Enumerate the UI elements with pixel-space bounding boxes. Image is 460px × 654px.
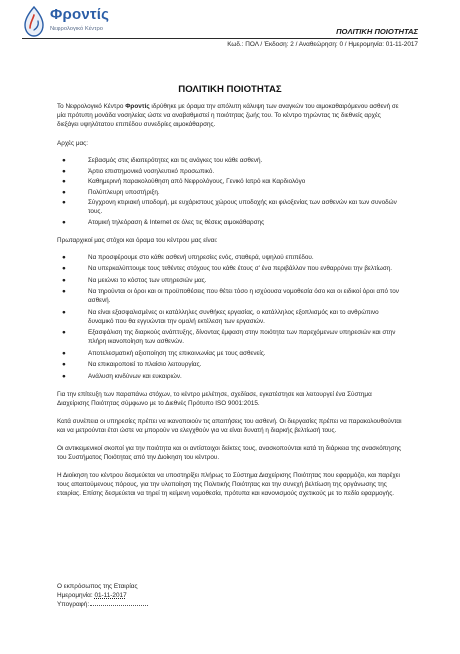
requirements-paragraph: Κατά συνέπεια οι υπηρεσίες πρέπει να ικανοποιούν τις απαιτήσεις του ασθενή. Οι διεργασίες πρέπει να παρακολουθούνται και να μετρούνται έτσι ώστε να μπορούν να ελεγχθούν για να είναι δυνατή η διαρκής βελτίωσή τους. xyxy=(57,417,402,434)
bullet-icon: ● xyxy=(62,178,66,185)
principles-heading: Αρχές μας: xyxy=(57,140,88,147)
list-item: ● Να τηρούνται οι όροι και οι προϋποθέσεις που θέτει τόσο η ισχύουσα νομοθεσία όσο και οι ειδικοί όροι από τον ασθενή. xyxy=(62,288,399,304)
list-item: ● Να μειώνει το κόστος των υπηρεσιών μας. xyxy=(62,276,207,284)
bullet-icon: ● xyxy=(62,288,66,295)
logo-subtitle: Νεφρολογικό Κέντρο xyxy=(50,26,103,32)
commitment-paragraph: Η Διοίκηση του κέντρου δεσμεύεται να υποστηρίξει πλήρως το Σύστημα Διαχείρισης Ποιότητας που εφαρμόζει, και παρέχει τους απαιτούμενους πόρους, για την υλοποίηση της Πολιτικής Ποιότητας και την συνεχή βελτίωση της οργάνωσης της εταιρίας. Επίσης δεσμεύεται να τηρεί τη κείμενη νομοθεσία, πρότυπα και κανονισμούς σχετικούς με το πεδίο εφαρμογής. xyxy=(57,471,400,497)
list-item: ● Να προσφέρουμε στο κάθε ασθενή υπηρεσίες ενός, σταθερά, υψηλού επιπέδου. xyxy=(62,253,314,261)
bullet-icon: ● xyxy=(62,308,66,316)
list-item: ● Σύγχρονη κτιριακή υποδομή, με ευχάριστους χώρους υποδοχής και φιλοξενίας των ασθενών και των συνοδών τους. xyxy=(62,199,397,215)
bullet-icon: ● xyxy=(62,167,66,175)
header-divider xyxy=(22,38,418,39)
goals-heading: Πρωταρχικοί μας στόχοι και όραμα του κέντρου μας είναι: xyxy=(57,236,218,244)
bullet-icon: ● xyxy=(62,157,66,164)
header-doc-type: ΠΟΛΙΤΙΚΗ ΠΟΙΟΤΗΤΑΣ xyxy=(336,27,418,36)
list-item: ● Πολύπλευρη υποστήριξη. xyxy=(62,188,160,196)
list-item: ● Να είναι εξασφαλισμένες οι κατάλληλες συνθήκες εργασίας, ο κατάλληλος εξοπλισμός και το ανθρώπινο δυναμικό που θα εγγυώνται την ομαλή εκτέλεση των εργασιών. xyxy=(62,308,379,325)
company-name: Φροντίς xyxy=(125,103,150,110)
logo-name: Φροντίς xyxy=(50,6,110,23)
document-title: ΠΟΛΙΤΙΚΗ ΠΟΙΟΤΗΤΑΣ xyxy=(178,84,282,95)
document-body xyxy=(57,102,402,498)
intro-text-after: ιδρύθηκε με όραμα την απόλυτη κάλυψη των αναγκών του αιμοκαθαιρόμενου ασθενή σε μία πρότυπη μονάδα νοσηλείας ώστε να αναβαθμιστεί η ποιότητας ζωής του. Το κέντρο τηρώντας τις διεθνείς αρχές διεξάγει υψηλότατου επιπέδου συνεδρίες αιμοκάθαρσης. xyxy=(57,103,399,128)
list-item: ● Σεβασμός στις ιδιαιτερότητες και τις ανάγκες του κάθε ασθενή. xyxy=(62,157,263,164)
signature-line xyxy=(90,605,148,606)
intro-paragraph xyxy=(57,102,402,129)
company-logo xyxy=(22,5,142,39)
bullet-icon: ● xyxy=(62,188,66,196)
signature-block xyxy=(57,582,148,609)
date-label: Ημερομηνία: xyxy=(57,592,95,599)
list-item: ● Άρτιο επιστημονικά νοσηλευτικό προσωπικό. xyxy=(62,167,215,175)
list-item: ● Αποτελεσματική αξιοποίηση της επικοινωνίας με τους ασθενείς. xyxy=(62,349,266,357)
bullet-icon: ● xyxy=(62,329,66,336)
list-item: ● Ανάλυση κινδύνων και ευκαιριών. xyxy=(62,372,182,380)
intro-text-before: Το Νεφρολογικό Κέντρο xyxy=(57,103,126,110)
list-item: ● Να επικαιροποιεί το πλαίσιο λειτουργίας. xyxy=(62,361,202,368)
signature-date-row xyxy=(57,591,148,600)
bullet-icon: ● xyxy=(62,349,66,357)
goals-list xyxy=(57,253,402,381)
list-item: ● Ατομική τηλεόραση & Internet σε όλες τις θέσεις αιμοκάθαρσης xyxy=(62,218,265,226)
signature-row xyxy=(57,600,148,609)
list-item: ● Να υπερκαλύπτουμε τους τεθέντες στόχους του κάθε έτους σ' ένα περιβάλλον που ενθαρρύνει την βελτίωση. xyxy=(62,265,393,272)
bullet-icon: ● xyxy=(62,265,66,272)
date-value: 01-11-2017 xyxy=(94,592,127,599)
iso-paragraph: Για την επίτευξη των παραπάνω στόχων, το κέντρο μελέτησε, σχεδίασε, εγκατέστησε και λειτουργεί ένα Σύστημα Διαχείρισης Ποιότητας σύμφωνο με το Διεθνές Πρότυπο ISO 9001:2015. xyxy=(57,390,372,407)
kidney-drop-logo-icon xyxy=(22,6,46,38)
objectives-paragraph: Οι αντικειμενικοί σκοποί για την ποιότητα και οι αντίστοιχοι δείκτες τους, ανασκοπούνται κατά τη διάρκεια της ανασκόπησης του Συστήματος Ποιότητας από την Διοίκηση του κέντρου. xyxy=(57,444,402,461)
bullet-icon: ● xyxy=(62,276,66,284)
bullet-icon: ● xyxy=(62,218,66,226)
bullet-icon: ● xyxy=(62,372,66,380)
signature-label: Υπογραφή: xyxy=(57,601,90,608)
bullet-icon: ● xyxy=(62,361,66,368)
header-document-code: Κωδ.: ΠΟΛ / Έκδοση: 2 / Αναθεώρηση: 0 / Ημερομηνία: 01-11-2017 xyxy=(227,41,418,48)
representative-label: Ο εκπρόσωπος της Εταιρίας xyxy=(57,583,138,590)
list-item: ● Καθημερινή παρακολούθηση από Νεφρολόγους, Γενικό Ιατρό και Καρδιολόγο xyxy=(62,178,306,185)
bullet-icon: ● xyxy=(62,199,66,206)
principles-list xyxy=(57,156,402,227)
list-item: ● Εξασφάλιση της διαρκούς ανάπτυξης, δίνοντας έμφαση στην ποιότητα των παρεχόμενων υπηρεσιών και στην πλήρη ικανοποίηση των ασθενών. xyxy=(62,329,396,345)
bullet-icon: ● xyxy=(62,253,66,261)
